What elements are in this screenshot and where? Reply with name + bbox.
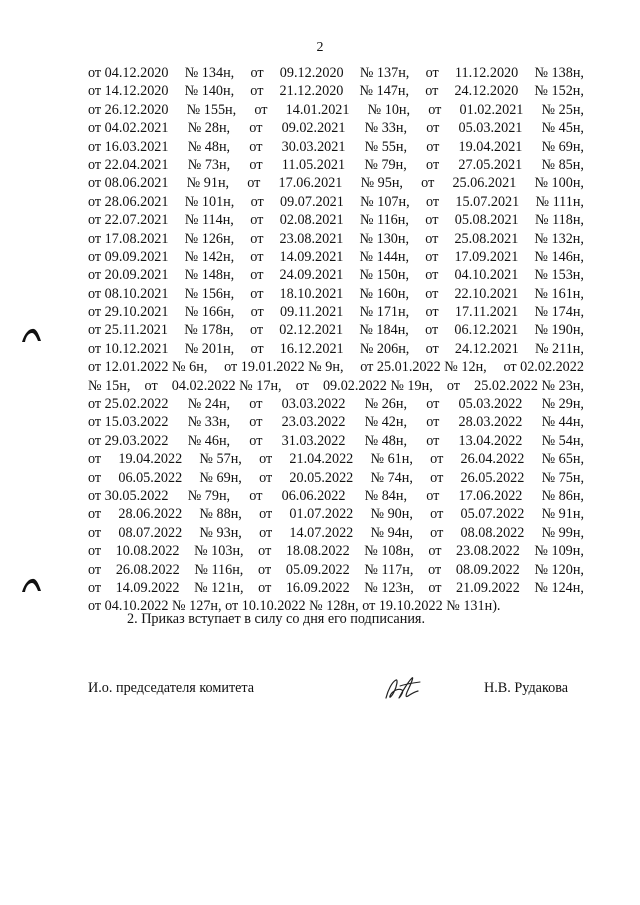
text-segment: 05.03.2021 xyxy=(458,120,523,137)
text-line xyxy=(88,82,584,100)
text-line xyxy=(88,561,584,579)
text-segment: № 48н, xyxy=(187,138,231,155)
text-segment: от xyxy=(426,120,440,137)
text-segment: от xyxy=(88,451,102,468)
text-segment: № 111н, xyxy=(535,193,584,210)
text-segment: № 33н, xyxy=(364,120,408,137)
text-segment: от xyxy=(250,65,264,81)
text-segment: 05.03.2022 xyxy=(458,396,523,413)
text-line xyxy=(88,285,584,303)
text-segment: от xyxy=(258,561,272,578)
text-segment: от xyxy=(250,212,264,229)
text-segment: от xyxy=(250,193,264,210)
text-segment: № 74н, xyxy=(370,469,413,486)
text-segment: № 86н, xyxy=(541,487,584,504)
text-segment: 06.12.2021 xyxy=(454,322,519,339)
text-segment: 23.03.2022 xyxy=(281,414,346,431)
text-segment: № 101н, xyxy=(184,193,235,210)
text-line xyxy=(88,64,584,82)
text-segment: № 55н, xyxy=(364,138,408,155)
text-segment: 14.09.2021 xyxy=(279,248,344,265)
text-segment: 26.04.2022 xyxy=(460,451,525,468)
text-segment: 17.06.2021 xyxy=(278,175,343,192)
text-segment: от 19.01.2022 № 9н, xyxy=(224,359,344,376)
text-segment: от 17.08.2021 xyxy=(88,230,169,247)
text-segment: № 94н, xyxy=(370,524,413,541)
text-segment: от xyxy=(425,267,439,284)
text-segment: от xyxy=(249,120,263,137)
text-line xyxy=(88,303,584,321)
text-segment: 08.08.2022 xyxy=(460,524,525,541)
text-segment: № 100н, xyxy=(534,175,584,192)
text-line xyxy=(88,101,584,119)
text-segment: 14.09.2022 xyxy=(115,579,180,596)
text-line xyxy=(88,432,584,450)
text-segment: № 126н, xyxy=(184,230,235,247)
punch-hole-mark-icon xyxy=(20,576,42,594)
text-segment: № 61н, xyxy=(370,451,413,468)
text-line xyxy=(88,450,584,468)
text-segment: 09.12.2020 xyxy=(279,65,344,81)
text-segment: № 138н, xyxy=(534,65,584,81)
text-segment: 24.09.2021 xyxy=(279,267,344,284)
text-segment: от 02.02.2022 xyxy=(503,359,584,376)
text-segment: от xyxy=(259,506,273,523)
text-segment: № 88н, xyxy=(199,506,242,523)
page-number: 2 xyxy=(316,40,324,55)
text-segment: 13.04.2022 xyxy=(458,432,523,449)
text-segment: от 16.03.2021 xyxy=(88,138,169,155)
text-line xyxy=(88,469,584,487)
text-segment: от 14.12.2020 xyxy=(88,83,169,100)
text-segment: № 114н, xyxy=(184,212,234,229)
text-line xyxy=(88,340,584,358)
text-segment: № 109н, xyxy=(534,543,584,560)
text-segment: от xyxy=(249,487,263,504)
text-segment: № 108н, xyxy=(364,543,414,560)
text-segment: от xyxy=(426,414,440,431)
text-segment: от xyxy=(88,506,102,523)
text-segment: 01.02.2021 xyxy=(459,101,524,118)
text-segment: 16.09.2022 xyxy=(285,579,350,596)
text-line xyxy=(88,266,584,284)
text-segment: 19.04.2021 xyxy=(458,138,523,155)
text-segment: от xyxy=(428,561,442,578)
text-segment: № 132н, xyxy=(534,230,584,247)
text-segment: 17.09.2021 xyxy=(454,248,519,265)
text-line xyxy=(88,248,584,266)
text-segment: № 142н, xyxy=(184,248,235,265)
text-line xyxy=(88,413,584,431)
text-line xyxy=(88,174,584,192)
text-segment: № 116н, xyxy=(359,212,409,229)
text-line xyxy=(88,211,584,229)
text-segment: от xyxy=(258,543,272,560)
text-segment: от 25.01.2022 № 12н, xyxy=(360,359,487,376)
text-segment: № 153н, xyxy=(534,267,584,284)
text-segment: № 140н, xyxy=(184,83,235,100)
text-segment: от xyxy=(425,304,439,321)
text-segment: от xyxy=(430,451,444,468)
text-segment: 09.02.2022 № 19н, xyxy=(322,377,433,394)
text-segment: № 45н, xyxy=(541,120,584,137)
text-segment: 22.10.2021 xyxy=(454,285,519,302)
text-segment: № 73н, xyxy=(187,156,231,173)
text-segment: от xyxy=(249,138,263,155)
text-segment: от xyxy=(425,285,439,302)
text-segment: № 155н, xyxy=(186,101,237,118)
text-segment: 05.07.2022 xyxy=(460,506,525,523)
text-segment: № 69н, xyxy=(541,138,584,155)
text-segment: от xyxy=(295,377,309,394)
text-segment: 23.08.2021 xyxy=(279,230,344,247)
text-segment: от xyxy=(421,175,435,192)
signatory-title: И.о. председателя комитета xyxy=(88,680,255,696)
text-segment: 11.12.2020 xyxy=(454,65,519,81)
text-segment: от xyxy=(428,101,442,118)
text-segment: от xyxy=(250,285,264,302)
text-segment: № 29н, xyxy=(541,396,584,413)
text-segment: № 146н, xyxy=(534,248,584,265)
text-segment: № 75н, xyxy=(541,469,584,486)
text-segment: № 150н, xyxy=(359,267,410,284)
text-segment: № 161н, xyxy=(534,285,584,302)
text-line xyxy=(88,505,584,523)
text-segment: 23.08.2022 xyxy=(455,543,520,560)
text-segment: от 15.03.2022 xyxy=(88,414,169,431)
text-segment: № 118н, xyxy=(535,212,584,229)
text-segment: от xyxy=(425,212,439,229)
text-segment: № 103н, xyxy=(194,543,244,560)
text-segment: от xyxy=(426,156,440,173)
text-segment: 01.07.2022 xyxy=(289,506,354,523)
text-segment: № 91н, xyxy=(186,175,230,192)
text-segment: от xyxy=(250,248,264,265)
text-segment: № 65н, xyxy=(541,451,584,468)
text-segment: 17.06.2022 xyxy=(458,487,523,504)
text-segment: № 28н, xyxy=(187,120,231,137)
text-segment: 08.07.2022 xyxy=(118,524,183,541)
text-segment: от xyxy=(425,230,439,247)
text-segment: от 12.01.2022 № 6н, xyxy=(88,359,208,376)
text-segment: № 69н, xyxy=(199,469,242,486)
text-segment: № 26н, xyxy=(364,396,408,413)
text-segment: 08.09.2022 xyxy=(455,561,520,578)
text-segment: № 201н, xyxy=(184,340,235,357)
text-segment: № 42н, xyxy=(364,414,408,431)
text-segment: от xyxy=(425,65,439,81)
text-segment: № 130н, xyxy=(359,230,410,247)
text-segment: № 178н, xyxy=(184,322,234,339)
text-segment: № 184н, xyxy=(359,322,409,339)
text-segment: 27.05.2021 xyxy=(458,156,523,173)
text-segment: от xyxy=(425,248,439,265)
text-segment: от xyxy=(250,83,264,100)
text-segment: № 121н, xyxy=(194,579,244,596)
text-segment: № 116н, xyxy=(194,561,244,578)
text-segment: № 15н, xyxy=(88,377,131,394)
text-segment: № 57н, xyxy=(199,451,242,468)
text-segment: от xyxy=(249,432,263,449)
text-segment: от 25.11.2021 xyxy=(88,322,168,339)
text-segment: № 107н, xyxy=(360,193,410,210)
text-segment: № 84н, xyxy=(364,487,408,504)
text-segment: 06.05.2022 xyxy=(118,469,183,486)
text-segment: 28.03.2022 xyxy=(458,414,523,431)
text-segment: от 22.07.2021 xyxy=(88,212,169,229)
text-segment: от 08.06.2021 xyxy=(88,175,169,192)
text-segment: № 48н, xyxy=(364,432,408,449)
text-segment: 09.07.2021 xyxy=(280,193,344,210)
text-segment: 03.03.2022 xyxy=(281,396,346,413)
text-segment: № 44н, xyxy=(541,414,584,431)
text-segment: от 20.09.2021 xyxy=(88,267,169,284)
text-segment: от 26.12.2020 xyxy=(88,101,169,118)
text-segment: от 10.12.2021 xyxy=(88,340,169,357)
text-segment: от 08.10.2021 xyxy=(88,285,169,302)
text-segment: от 04.12.2020 xyxy=(88,65,169,81)
text-segment: № 123н, xyxy=(364,579,414,596)
text-segment: от xyxy=(430,506,444,523)
text-segment: от xyxy=(259,524,273,541)
text-segment: 06.06.2022 xyxy=(281,487,346,504)
text-line xyxy=(88,156,584,174)
text-segment: от 04.02.2021 xyxy=(88,120,169,137)
text-segment: № 33н, xyxy=(187,414,231,431)
text-segment: от xyxy=(430,469,444,486)
text-segment: № 25н, xyxy=(541,101,584,118)
text-segment: 25.06.2021 xyxy=(452,175,517,192)
text-segment: 31.03.2022 xyxy=(281,432,346,449)
text-line xyxy=(88,119,584,137)
text-segment: 16.12.2021 xyxy=(279,340,344,357)
text-segment: от xyxy=(426,487,440,504)
text-segment: от xyxy=(88,579,102,596)
text-segment: 21.12.2020 xyxy=(279,83,344,100)
text-segment: 20.05.2022 xyxy=(289,469,354,486)
text-segment: от 29.10.2021 xyxy=(88,304,169,321)
text-segment: № 79н, xyxy=(364,156,407,173)
text-segment: от xyxy=(425,193,440,210)
text-segment: 25.08.2021 xyxy=(454,230,519,247)
text-line xyxy=(88,230,584,248)
text-segment: 11.05.2021 xyxy=(281,156,346,173)
signatory-name: Н.В. Рудакова xyxy=(484,680,569,696)
text-segment: 02.12.2021 xyxy=(279,322,344,339)
text-segment: 04.10.2021 xyxy=(454,267,519,284)
text-segment: 15.07.2021 xyxy=(455,193,520,210)
text-segment: 04.02.2022 № 17н, xyxy=(171,377,282,394)
text-segment: № 54н, xyxy=(541,432,584,449)
text-segment: № 147н, xyxy=(359,83,410,100)
text-segment: от xyxy=(425,83,439,100)
text-segment: от xyxy=(426,396,440,413)
text-segment: № 156н, xyxy=(184,285,235,302)
text-segment: 05.09.2022 xyxy=(285,561,350,578)
order-list-text xyxy=(88,64,584,616)
text-segment: № 190н, xyxy=(534,322,584,339)
text-segment: № 10н, xyxy=(367,101,411,118)
text-segment: от xyxy=(250,267,264,284)
text-segment: от 30.05.2022 xyxy=(88,487,169,504)
text-segment: № 174н, xyxy=(534,304,584,321)
text-segment: 26.08.2022 xyxy=(115,561,180,578)
text-segment: 02.08.2021 xyxy=(279,212,344,229)
text-segment: 14.01.2021 xyxy=(285,101,350,118)
text-segment: № 95н, xyxy=(360,175,403,192)
text-segment: № 117н, xyxy=(364,561,414,578)
text-segment: от xyxy=(88,469,102,486)
text-segment: от xyxy=(428,579,442,596)
text-segment: № 137н, xyxy=(359,65,410,81)
text-segment: от xyxy=(258,579,272,596)
punch-hole-mark-icon xyxy=(20,326,42,344)
text-segment: от xyxy=(446,377,460,394)
text-segment: 30.03.2021 xyxy=(281,138,346,155)
text-line xyxy=(88,579,584,597)
text-segment: от xyxy=(249,322,264,339)
text-segment: от xyxy=(88,524,102,541)
text-segment: от xyxy=(250,230,264,247)
text-segment: № 144н, xyxy=(359,248,410,265)
text-line xyxy=(88,377,584,395)
item-2-paragraph: 2. Приказ вступает в силу со дня его подписания. xyxy=(127,611,425,627)
text-segment: от xyxy=(247,175,261,192)
text-segment: от xyxy=(249,396,263,413)
text-segment: от xyxy=(249,156,263,173)
text-segment: от xyxy=(250,304,264,321)
text-segment: от xyxy=(426,432,440,449)
text-line xyxy=(88,395,584,413)
text-segment: № 120н, xyxy=(534,561,584,578)
text-segment: от xyxy=(259,451,273,468)
text-segment: № 85н, xyxy=(541,156,584,173)
text-segment: от 25.02.2022 xyxy=(88,396,169,413)
text-segment: № 24н, xyxy=(187,396,231,413)
text-segment: от xyxy=(88,561,102,578)
text-segment: № 124н, xyxy=(534,579,584,596)
text-segment: № 91н, xyxy=(541,506,584,523)
text-segment: 09.02.2021 xyxy=(281,120,346,137)
text-segment: 18.10.2021 xyxy=(279,285,344,302)
text-segment: 26.05.2022 xyxy=(460,469,525,486)
text-segment: 21.04.2022 xyxy=(289,451,354,468)
text-segment: 18.08.2022 xyxy=(285,543,350,560)
text-segment: 09.11.2021 xyxy=(280,304,344,321)
text-segment: 10.08.2022 xyxy=(115,543,180,560)
text-line xyxy=(88,487,584,505)
text-line xyxy=(88,358,584,376)
text-segment: 17.11.2021 xyxy=(454,304,519,321)
text-segment: от xyxy=(250,340,264,357)
text-segment: 19.04.2022 xyxy=(118,451,183,468)
text-segment: № 134н, xyxy=(184,65,235,81)
text-line xyxy=(88,321,584,339)
text-segment: от xyxy=(144,377,158,394)
text-segment: № 93н, xyxy=(199,524,242,541)
text-segment: от xyxy=(88,543,102,560)
text-segment: № 211н, xyxy=(534,340,584,357)
text-segment: от 28.06.2021 xyxy=(88,193,169,210)
text-segment: от xyxy=(425,340,439,357)
text-line xyxy=(88,193,584,211)
text-segment: № 206н, xyxy=(359,340,410,357)
text-segment: от 09.09.2021 xyxy=(88,248,169,265)
text-segment: № 79н, xyxy=(187,487,231,504)
text-segment: 24.12.2020 xyxy=(454,83,519,100)
handwritten-signature-icon xyxy=(380,672,424,704)
text-segment: 25.02.2022 № 23н, xyxy=(474,377,584,394)
text-segment: от xyxy=(259,469,273,486)
text-segment: 28.06.2022 xyxy=(118,506,183,523)
text-segment: № 160н, xyxy=(359,285,410,302)
text-segment: от xyxy=(254,101,268,118)
text-segment: от xyxy=(425,322,439,339)
text-segment: от xyxy=(249,414,263,431)
text-segment: 14.07.2022 xyxy=(289,524,354,541)
text-segment: от xyxy=(428,543,442,560)
text-segment: 21.09.2022 xyxy=(455,579,520,596)
text-segment: от 29.03.2022 xyxy=(88,432,169,449)
text-segment: № 90н, xyxy=(370,506,413,523)
text-segment: № 148н, xyxy=(184,267,235,284)
text-segment: № 166н, xyxy=(184,304,235,321)
text-line xyxy=(88,138,584,156)
text-segment: от 04.10.2022 № 127н, от 10.10.2022 № 128н, от 19.10.2022 № 131н). xyxy=(88,598,501,615)
text-segment: № 152н, xyxy=(534,83,584,100)
text-line xyxy=(88,524,584,542)
text-segment: 24.12.2021 xyxy=(454,340,519,357)
text-segment: № 171н, xyxy=(359,304,410,321)
text-segment: 05.08.2021 xyxy=(454,212,519,229)
text-line xyxy=(88,542,584,560)
text-segment: от xyxy=(430,524,444,541)
text-segment: от xyxy=(426,138,440,155)
text-segment: от 22.04.2021 xyxy=(88,156,169,173)
text-segment: № 46н, xyxy=(187,432,231,449)
text-segment: № 99н, xyxy=(541,524,584,541)
